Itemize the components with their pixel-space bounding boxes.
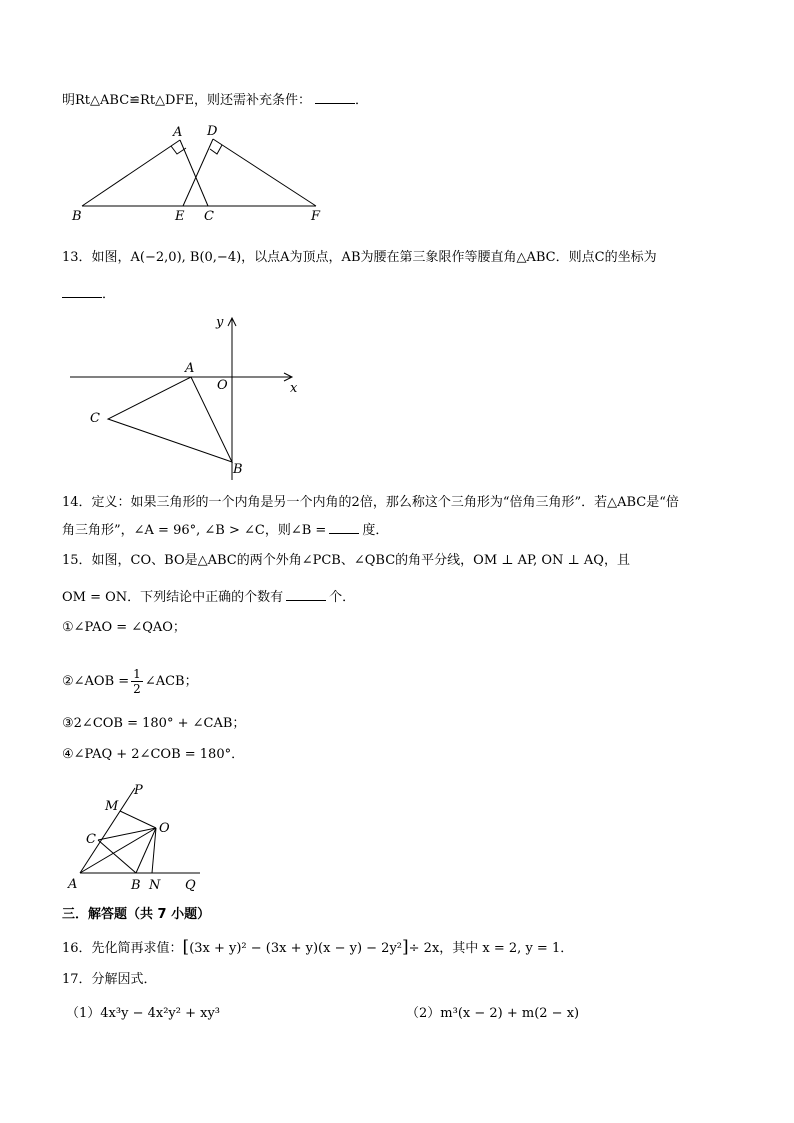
q13-triangle-abc [108, 377, 232, 462]
q14-text-1: 14．定义：如果三角形的一个内角是另一个内角的2倍，那么称这个三角形为“倍角三角形”．若△ABC是“倍 [62, 495, 679, 510]
q15-line-mo [120, 811, 156, 828]
q12-stem [62, 89, 368, 111]
q12-text: 明Rt△ABC≌Rt△DFE，则还需补充条件： [62, 93, 311, 108]
q13-blank-line [62, 283, 115, 305]
q17-part-2-num: （2） [406, 1006, 441, 1021]
q13-text: 13．如图，A(−2,0), B(0,−4)，以点A为顶点，AB为腰在第三象限作等腰直角△ABC．则点C的坐标为 [62, 250, 657, 265]
q14-line2 [62, 519, 388, 541]
q15-fraction-den: 2 [133, 682, 141, 696]
q15-label-m: M [105, 799, 119, 814]
q14-text-2: 角三角形”，∠A = 96°, ∠B > ∠C，则∠B = [62, 523, 327, 538]
q13-label-a: A [185, 361, 195, 376]
q15-line-cb [98, 840, 136, 873]
q12-line-ed [183, 139, 213, 206]
q12-end: ． [354, 93, 368, 108]
q12-answer-blank [315, 89, 355, 104]
q15-fraction-num: 1 [133, 667, 141, 681]
q15-s1-text: ①∠PAO = ∠QAO； [62, 620, 186, 635]
section-3-heading [62, 905, 210, 925]
q15-line-ap [80, 788, 135, 873]
q14-line1 [62, 493, 679, 513]
q12-line-ac [180, 140, 208, 206]
q12-line-df [213, 139, 316, 206]
q12-right-angle-d [210, 145, 222, 154]
q15-label-a: A [68, 877, 78, 892]
q15-s4-text: ④∠PAQ + 2∠COB = 180°． [62, 747, 245, 762]
q12-right-angle-a [171, 146, 186, 154]
section-3-title: 三．解答题（共 7 小题） [62, 907, 211, 922]
q15-statement-2 [62, 664, 198, 700]
q13-label-b: B [233, 462, 243, 477]
q13-label-o: O [217, 378, 228, 393]
q17-part-2 [406, 1004, 579, 1024]
q15-line-ao [80, 828, 156, 873]
q15-text-3: 个． [329, 590, 356, 605]
q13-stem [62, 248, 657, 268]
q16-bracket-close: ] [402, 937, 409, 957]
q15-label-c: C [86, 832, 96, 847]
q15-label-o: O [159, 821, 170, 836]
q15-label-b: B [131, 878, 141, 893]
q12-label-c: C [204, 209, 214, 224]
q15-label-n: N [149, 878, 161, 893]
q16-pre: 16．先化简再求值： [62, 941, 183, 956]
q15-s2-post: ∠ACB； [144, 674, 198, 689]
q15-fraction [131, 667, 143, 696]
q15-answer-blank [286, 586, 326, 601]
q15-statement-1 [62, 618, 186, 638]
q13-label-c: C [90, 411, 100, 426]
q15-line-co [98, 828, 156, 840]
q15-statement-3 [62, 714, 245, 734]
q15-label-p: P [134, 783, 143, 798]
q17-part-2-expr: m³(x − 2) + m(2 − x) [440, 1006, 580, 1021]
q12-label-d: D [207, 124, 218, 139]
q14-answer-blank [329, 519, 359, 534]
q12-label-a: A [173, 125, 183, 140]
q16-line [62, 937, 573, 959]
q15-s3-text: ③2∠COB = 180° + ∠CAB； [62, 716, 246, 731]
q15-label-q: Q [185, 878, 196, 893]
q13-answer-blank [62, 283, 102, 298]
q17-title-line [62, 970, 157, 990]
q17-title: 17．分解因式． [62, 972, 157, 987]
q16-expression: (3x + y)² − (3x + y)(x − y) − 2y² [189, 941, 403, 956]
q15-line-bo [136, 828, 156, 873]
q13-x-arrow [284, 373, 292, 381]
q12-line-ba [82, 140, 180, 206]
q15-line2 [62, 586, 355, 608]
q14-text-3: 度． [362, 523, 389, 538]
q15-s2-pre: ②∠AOB = [62, 674, 130, 689]
q15-statement-4 [62, 745, 244, 765]
q15-line1 [62, 551, 630, 571]
q12-label-e: E [175, 209, 185, 224]
q17-part-1 [66, 1004, 220, 1024]
q16-condition: ÷ 2x，其中 x = 2, y = 1． [408, 941, 574, 956]
q15-text-2: OM = ON．下列结论中正确的个数有 [62, 590, 284, 605]
q13-y-arrow [228, 318, 236, 326]
q12-label-f: F [311, 209, 321, 224]
q17-part-1-num: （1） [66, 1006, 101, 1021]
q15-text-1: 15．如图，CO、BO是△ABC的两个外角∠PCB、∠QBC的角平分线，OM ⊥ AP, ON ⊥ AQ，且 [62, 553, 630, 568]
q13-label-x: x [290, 381, 298, 396]
q17-part-1-expr: 4x³y − 4x²y² + xy³ [100, 1006, 221, 1021]
q15-line-on [152, 828, 156, 873]
q13-label-y: y [216, 315, 224, 330]
q13-end: ． [102, 287, 116, 302]
q12-label-b: B [72, 209, 82, 224]
q16-bracket-open: [ [182, 937, 190, 957]
